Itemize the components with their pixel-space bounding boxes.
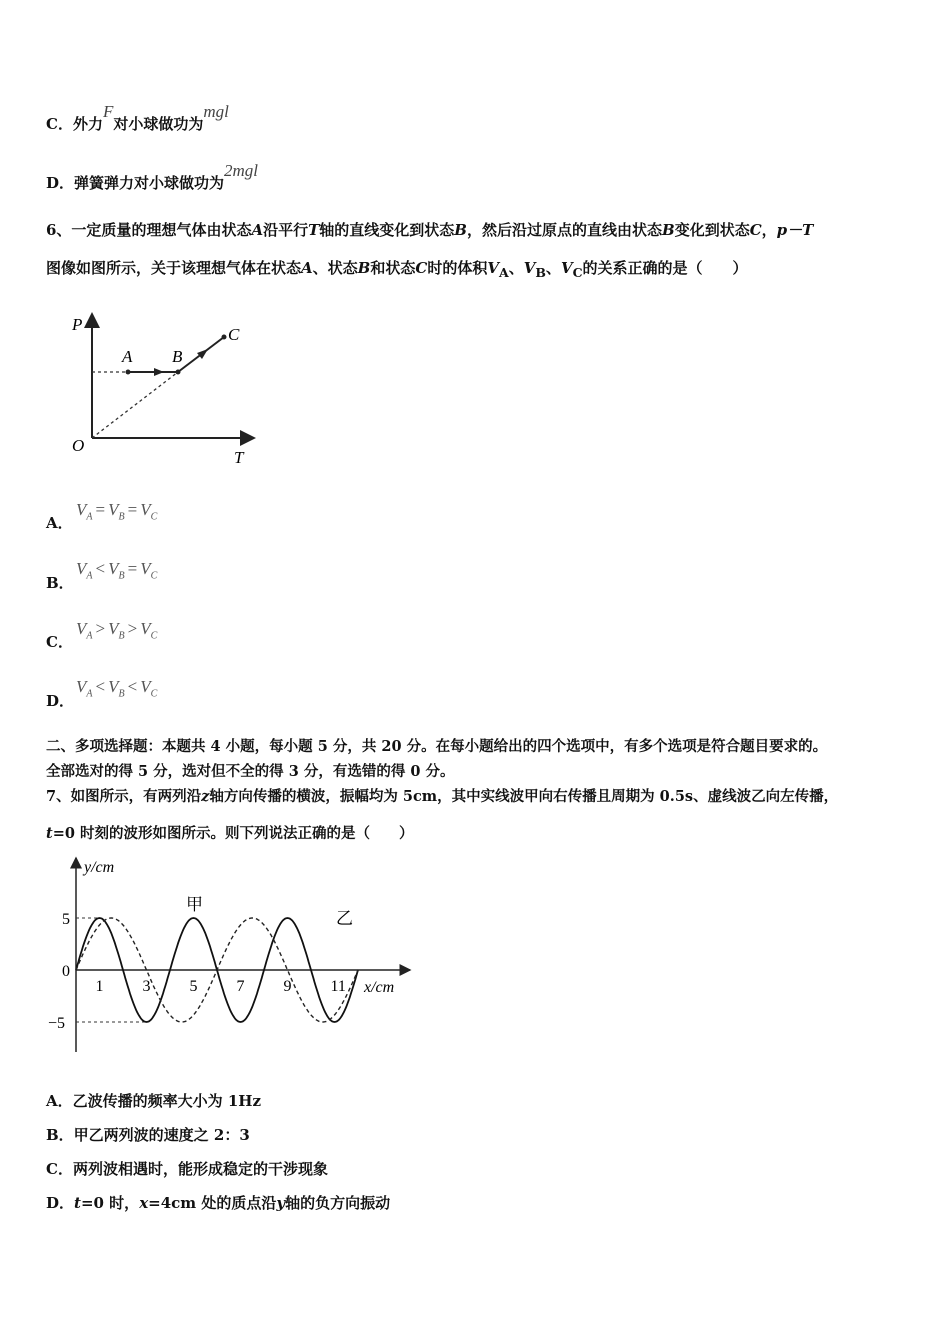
q6-point-c <box>222 335 227 340</box>
q7-option-d: D．t=0 时，x=4cm 处的质点沿y轴的负方向振动 <box>46 1194 391 1212</box>
section2-line1: 二、多项选择题：本题共 4 小题，每小题 5 分，共 20 分。在每小题给出的四个选项中，有多个选项是符合题目要求的。 <box>46 738 828 755</box>
q7-stem-line1: 7、如图所示，有两列沿z轴方向传播的横波，振幅均为 5cm，其中实线波甲向右传播且周期为 0.5s、虚线波乙向左传播， <box>46 788 839 805</box>
q6-option-b-expr: $V_A < V_B = V_C$ <box>76 559 158 582</box>
q7-y-tick-neg5: −5 <box>48 1015 66 1032</box>
q6-b-label: B <box>172 347 183 366</box>
q5-optc-text: 对小球做功为 <box>113 115 204 133</box>
q6-option-c-expr: $V_A > V_B > V_C$ <box>76 619 158 642</box>
q6-point-a <box>126 370 131 375</box>
q6-stem-line1: 6、一定质量的理想气体由状态A沿平行T轴的直线变化到状态B，然后沿过原点的直线由状态B变化到状态C，p－T <box>46 221 814 239</box>
q6-option-c-label: C． <box>46 633 73 651</box>
q7-option-c: C．两列波相遇时，能形成稳定的干涉现象 <box>46 1160 328 1178</box>
q6-option-d-expr: $V_A < V_B < V_C$ <box>76 677 158 700</box>
q6-dashed-origin-line <box>92 372 178 438</box>
q7-x-tick-11: 11 <box>330 978 346 995</box>
q7-option-a: A．乙波传播的频率大小为 1Hz <box>46 1092 261 1110</box>
section2-line2: 全部选对的得 5 分，选对但不全的得 3 分，有选错的得 0 分。 <box>46 763 455 780</box>
q6-a-label: A <box>122 347 133 366</box>
q5-optc-expr: mgl <box>203 102 229 121</box>
q6-option-a-label: A． <box>46 514 73 532</box>
q6-option-d-label: D． <box>46 692 75 710</box>
q7-option-b: B．甲乙两列波的速度之 2：3 <box>46 1126 250 1144</box>
q6-t-label: T <box>234 448 244 467</box>
q7-x-tick-1: 1 <box>95 978 104 995</box>
q6-arrow-ab <box>154 368 164 376</box>
q6-point-b <box>176 370 181 375</box>
q6-stem-line2: 图像如图所示，关于该理想气体在状态A、状态B和状态C时的体积$V_A$、$V_B$、$V_C$的关系正确的是（ ） <box>46 259 748 280</box>
q5-optc-var: F <box>102 102 114 121</box>
q7-y-tick-0: 0 <box>62 963 70 980</box>
q6-p-label: P <box>72 315 83 334</box>
q7-x-tick-7: 7 <box>236 978 245 995</box>
q7-label-yi: 乙 <box>336 909 353 928</box>
q7-x-tick-9: 9 <box>283 978 292 995</box>
q6-o-label: O <box>72 436 85 455</box>
q6-pt-graph <box>66 310 266 470</box>
q6-option-b-label: B． <box>46 574 74 592</box>
q5-option-d <box>46 161 259 193</box>
q5-optc-label: C．外力 <box>46 115 103 133</box>
q6-c-label: C <box>228 325 240 344</box>
q7-x-label: x/cm <box>364 979 395 996</box>
q5-optd-text: D．弹簧弹力对小球做功为 <box>46 174 225 192</box>
q7-x-tick-3: 3 <box>142 978 151 995</box>
q7-y-tick-5: 5 <box>62 911 70 928</box>
q7-stem-line2: t=0 时刻的波形如图所示。则下列说法正确的是（ ） <box>46 825 414 842</box>
q6-option-a-expr: $V_A = V_B = V_C$ <box>76 500 158 523</box>
q5-optd-expr: 2mgl <box>224 161 259 180</box>
q7-label-jia: 甲 <box>186 895 203 914</box>
q5-option-c <box>46 102 229 134</box>
q7-y-label: y/cm <box>84 859 115 876</box>
q7-wave-graph <box>40 852 420 1057</box>
q7-x-tick-5: 5 <box>189 978 198 995</box>
